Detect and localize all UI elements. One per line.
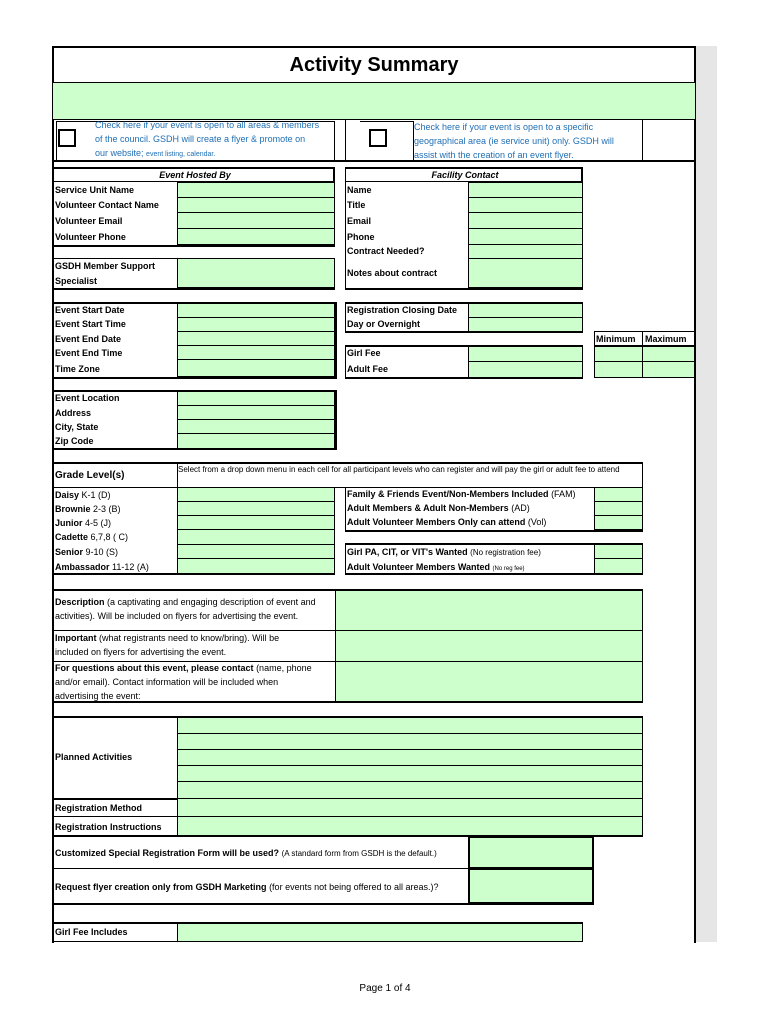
- notes-contract-label: Notes about contract: [347, 268, 438, 278]
- event-start-date-field[interactable]: [177, 303, 335, 318]
- event-start-date-label: Event Start Date: [55, 305, 125, 315]
- contract-needed-label: Contract Needed?: [347, 246, 425, 256]
- avw-field[interactable]: [594, 558, 643, 574]
- planned-activity-row-1[interactable]: [177, 717, 643, 734]
- time-zone-label: Time Zone: [55, 364, 100, 374]
- open-specific-line1: Check here if your event is open to a specific: [414, 122, 594, 132]
- grade-cadette-field[interactable]: [177, 529, 335, 545]
- gsdh-member-label-1: GSDH Member Support: [55, 261, 156, 271]
- reg-closing-label: Registration Closing Date: [347, 305, 458, 315]
- event-end-time-label: Event End Time: [55, 348, 123, 358]
- custom-form-field[interactable]: [468, 836, 594, 869]
- vol-label: Adult Volunteer Members Only can attend (Vol): [347, 517, 547, 527]
- service-unit-label: Service Unit Name: [55, 185, 135, 195]
- girl-min-field[interactable]: [594, 346, 643, 362]
- day-overnight-label: Day or Overnight: [347, 319, 421, 329]
- important-field[interactable]: [335, 630, 643, 662]
- event-end-date-field[interactable]: [177, 331, 335, 346]
- open-all-line1: Check here if your event is open to all areas & members: [95, 120, 320, 130]
- grade-instruction: Select from a drop down menu in each cell for all participant levels who can register and will pay the girl or adult fee to attend: [178, 465, 620, 474]
- grade-daisy-field[interactable]: [177, 487, 335, 502]
- grade-brownie-label: Brownie 2-3 (B): [55, 504, 121, 514]
- volunteer-phone-field[interactable]: [177, 228, 335, 245]
- open-all-line3: our website; event listing, calendar.: [95, 148, 216, 158]
- facility-contact-header: Facility Contact: [431, 170, 499, 180]
- planned-activity-row-2[interactable]: [177, 733, 643, 750]
- volunteer-contact-field[interactable]: [177, 197, 335, 213]
- questions-label: For questions about this event, please contact (name, phone and/or email). Contact information will be included when advertising the event:: [55, 663, 312, 701]
- day-overnight-field[interactable]: [468, 317, 583, 332]
- reg-instructions-field[interactable]: [177, 816, 643, 836]
- facility-email-field[interactable]: [468, 212, 583, 229]
- grade-cadette-label: Cadette 6,7,8 ( C): [55, 532, 129, 542]
- open-specific-line3: assist with the creation of an event flyer.: [414, 150, 574, 160]
- planned-activity-row-4[interactable]: [177, 765, 643, 782]
- grade-ambassador-label: Ambassador 11-12 (A): [55, 562, 149, 572]
- important-label: Important (what registrants need to know/bring). Will be included on flyers for advertising the event.: [55, 633, 280, 657]
- grade-senior-field[interactable]: [177, 544, 335, 559]
- event-hosted-by-header: Event Hosted By: [159, 170, 231, 180]
- right-margin-strip: [696, 46, 717, 942]
- planned-activities-label: Planned Activities: [55, 752, 133, 762]
- minimum-label: Minimum: [596, 334, 636, 344]
- event-location-field[interactable]: [177, 391, 335, 406]
- grade-ambassador-field[interactable]: [177, 558, 335, 574]
- facility-title-field[interactable]: [468, 197, 583, 213]
- flyer-request-label: Request flyer creation only from GSDH Marketing (for events not being offered to all areas.)?: [55, 882, 439, 892]
- reg-instructions-label: Registration Instructions: [55, 822, 162, 832]
- pa-field[interactable]: [594, 544, 643, 559]
- fam-label: Family & Friends Event/Non-Members Included (FAM): [347, 489, 576, 499]
- event-end-time-field[interactable]: [177, 345, 335, 360]
- maximum-label: Maximum: [645, 334, 687, 344]
- contract-needed-field[interactable]: [468, 244, 583, 259]
- grade-level-header: Grade Level(s): [55, 470, 125, 481]
- open-all-areas-checkbox[interactable]: [58, 129, 76, 147]
- open-all-line2: of the council. GSDH will create a flyer & promote on: [95, 134, 306, 144]
- facility-name-label: Name: [347, 185, 372, 195]
- adult-max-field[interactable]: [642, 361, 695, 378]
- event-start-time-field[interactable]: [177, 317, 335, 332]
- grade-junior-label: Junior 4-5 (J): [55, 518, 112, 528]
- planned-activity-row-3[interactable]: [177, 749, 643, 766]
- girl-fee-label: Girl Fee: [347, 348, 381, 358]
- zip-code-label: Zip Code: [55, 436, 94, 446]
- description-field[interactable]: [335, 590, 643, 631]
- gsdh-member-label-2: Specialist: [55, 276, 98, 286]
- gsdh-member-field[interactable]: [177, 258, 335, 288]
- adult-min-field[interactable]: [594, 361, 643, 378]
- planned-activity-row-5[interactable]: [177, 781, 643, 799]
- reg-closing-field[interactable]: [468, 303, 583, 318]
- questions-field[interactable]: [335, 661, 643, 702]
- volunteer-contact-label: Volunteer Contact Name: [55, 200, 159, 210]
- facility-phone-label: Phone: [347, 232, 375, 242]
- flyer-request-field[interactable]: [468, 868, 594, 904]
- adult-fee-label: Adult Fee: [347, 364, 389, 374]
- city-state-field[interactable]: [177, 419, 335, 434]
- address-label: Address: [55, 408, 92, 418]
- reg-method-field[interactable]: [177, 798, 643, 817]
- facility-email-label: Email: [347, 216, 372, 226]
- open-specific-line2: geographical area (ie service unit) only. GSDH will: [414, 136, 614, 146]
- volunteer-phone-label: Volunteer Phone: [55, 232, 126, 242]
- grade-brownie-field[interactable]: [177, 501, 335, 516]
- page-title: Activity Summary: [289, 54, 459, 76]
- pa-label: Girl PA, CIT, or VIT's Wanted (No registration fee): [347, 547, 541, 557]
- ad-label: Adult Members & Adult Non-Members (AD): [347, 503, 530, 513]
- event-end-date-label: Event End Date: [55, 334, 122, 344]
- description-label: Description (a captivating and engaging description of event and activities). Will be included on flyers for advertising the event.: [55, 597, 316, 621]
- grade-daisy-label: Daisy K-1 (D): [55, 490, 111, 500]
- ad-field[interactable]: [594, 501, 643, 516]
- avw-label: Adult Volunteer Members Wanted (No reg fee): [347, 562, 525, 572]
- event-location-label: Event Location: [55, 393, 120, 403]
- time-zone-field[interactable]: [177, 359, 335, 377]
- adult-fee-field[interactable]: [468, 361, 583, 378]
- grade-junior-field[interactable]: [177, 515, 335, 530]
- girl-max-field[interactable]: [642, 346, 695, 362]
- service-unit-field[interactable]: [177, 182, 335, 198]
- city-state-label: City, State: [55, 422, 99, 432]
- title-band[interactable]: [53, 83, 695, 120]
- reg-method-label: Registration Method: [55, 803, 142, 813]
- address-field[interactable]: [177, 405, 335, 420]
- facility-phone-field[interactable]: [468, 228, 583, 245]
- girl-fee-includes-field[interactable]: [177, 923, 583, 942]
- girl-fee-field[interactable]: [468, 346, 583, 362]
- volunteer-email-label: Volunteer Email: [55, 216, 123, 226]
- volunteer-email-field[interactable]: [177, 212, 335, 229]
- fam-field[interactable]: [594, 487, 643, 502]
- event-start-time-label: Event Start Time: [55, 319, 126, 329]
- custom-form-label: Customized Special Registration Form will be used? (A standard form from GSDH is the default.): [55, 848, 437, 858]
- zip-code-field[interactable]: [177, 433, 335, 449]
- page-number: Page 1 of 4: [359, 983, 411, 994]
- vol-field[interactable]: [594, 515, 643, 530]
- girl-fee-includes-label: Girl Fee Includes: [55, 927, 128, 937]
- notes-contract-field[interactable]: [468, 258, 583, 288]
- facility-name-field[interactable]: [468, 182, 583, 198]
- grade-senior-label: Senior 9-10 (S): [55, 547, 119, 557]
- facility-title-label: Title: [347, 200, 366, 210]
